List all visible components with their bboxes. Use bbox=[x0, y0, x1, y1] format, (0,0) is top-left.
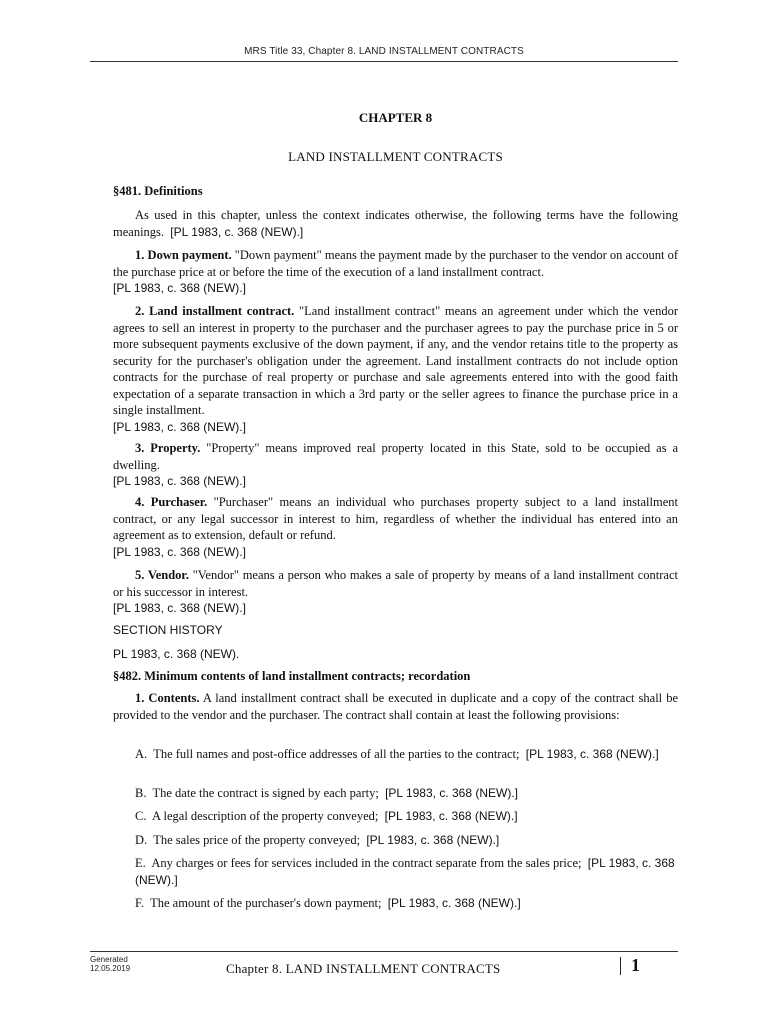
section-482-heading: §482. Minimum contents of land installment contracts; recordation bbox=[113, 669, 471, 683]
definition-land-installment-contract bbox=[113, 303, 678, 435]
item-letter: E. bbox=[135, 856, 146, 870]
list-item bbox=[135, 746, 678, 763]
definition-text: "Down payment" means the payment made by the purchaser to the vendor on account of the purchase price at or before the time of the execution of a land installment contract. bbox=[113, 248, 678, 279]
footer-chapter-title: Chapter 8. LAND INSTALLMENT CONTRACTS bbox=[226, 961, 501, 976]
item-ref: [PL 1983, c. 368 (NEW).] bbox=[366, 833, 500, 847]
definition-text: "Vendor" means a person who makes a sale of property by means of a land installment contract or his successor in interest. bbox=[113, 568, 678, 599]
definition-down-payment bbox=[113, 247, 678, 297]
definition-term: 5. Vendor. bbox=[135, 568, 189, 582]
item-text: The amount of the purchaser's down payment; bbox=[150, 896, 382, 910]
subsection-text: A land installment contract shall be executed in duplicate and a copy of the contract shall be provided to the vendor and the purchaser. The contract shall contain at least the following provisions: bbox=[113, 691, 679, 722]
intro-ref: [PL 1983, c. 368 (NEW).] bbox=[170, 224, 304, 239]
chapter-title: CHAPTER 8 bbox=[358, 110, 433, 125]
section-history-text: PL 1983, c. 368 (NEW). bbox=[113, 647, 240, 661]
item-letter: A. bbox=[135, 747, 148, 761]
item-ref: [PL 1983, c. 368 (NEW).] bbox=[387, 896, 521, 910]
item-text: Any charges or fees for services included in the contract separate from the sales price; bbox=[151, 856, 582, 870]
subsection-term: 1. Contents. bbox=[135, 691, 200, 705]
subsection-contents bbox=[113, 690, 678, 723]
list-item bbox=[135, 895, 678, 912]
footer-generated bbox=[90, 955, 130, 973]
page-number: 1 bbox=[631, 955, 640, 975]
definition-text: "Purchaser" means an individual who purchases property subject to a land installment contract, or any legal successor in interest to him, regardless of whether the individual has entered into an agreement as to extension, default or refund. bbox=[113, 495, 678, 542]
generated-date: 12.05.2019 bbox=[90, 964, 131, 973]
chapter-subtitle: LAND INSTALLMENT CONTRACTS bbox=[288, 149, 503, 164]
definition-ref: [PL 1983, c. 368 (NEW).] bbox=[113, 544, 246, 559]
footer-rule bbox=[90, 951, 678, 952]
definition-ref: [PL 1983, c. 368 (NEW).] bbox=[113, 419, 246, 434]
item-ref: [PL 1983, c. 368 (NEW).] bbox=[525, 747, 659, 761]
item-text: The full names and post-office addresses of all the parties to the contract; bbox=[153, 747, 520, 761]
item-letter: F. bbox=[135, 896, 145, 910]
definition-vendor bbox=[113, 567, 678, 617]
intro-text: As used in this chapter, unless the context indicates otherwise, the following terms have the following meanings. bbox=[113, 208, 678, 239]
list-item bbox=[135, 785, 678, 802]
item-text: The sales price of the property conveyed; bbox=[153, 833, 361, 847]
item-ref: [PL 1983, c. 368 (NEW).] bbox=[384, 809, 518, 823]
definition-term: 3. Property. bbox=[135, 441, 201, 455]
definition-property bbox=[113, 440, 678, 490]
definition-ref: [PL 1983, c. 368 (NEW).] bbox=[113, 474, 246, 488]
definition-term: 1. Down payment. bbox=[135, 248, 232, 262]
running-header: MRS Title 33, Chapter 8. LAND INSTALLMENT CONTRACTS bbox=[244, 46, 524, 57]
header-rule bbox=[90, 61, 678, 62]
item-text: The date the contract is signed by each party; bbox=[152, 786, 379, 800]
footer-divider bbox=[620, 957, 621, 975]
item-text: A legal description of the property conveyed; bbox=[152, 809, 379, 823]
definition-text: "Land installment contract" means an agreement under which the vendor agrees to sell an interest in property to the purchaser and the purchaser agrees to pay the purchase price in 5 or more subsequent payments exclusive of the down payment, if any, and the vendor retains title to the property as security for the purchaser's obligation under the agreement. Land installment contracts do not include option contracts for the purchase of real property or purchase and sale agreements entered into with the good faith expectation of a separate transaction in which a 3rd party or the seller agrees to finance the purchase price in a single installment. bbox=[113, 304, 679, 417]
definition-text: "Property" means improved real property located in this State, sold to be occupied as a dwelling. bbox=[113, 441, 679, 472]
definition-ref: [PL 1983, c. 368 (NEW).] bbox=[113, 281, 246, 295]
definition-purchaser bbox=[113, 494, 678, 560]
item-letter: C. bbox=[135, 809, 147, 823]
definition-ref: [PL 1983, c. 368 (NEW).] bbox=[113, 601, 246, 615]
section-481-intro bbox=[113, 207, 678, 240]
list-item bbox=[135, 832, 678, 849]
section-481-heading: §481. Definitions bbox=[113, 184, 203, 198]
item-ref: [PL 1983, c. 368 (NEW).] bbox=[135, 856, 675, 887]
definition-term: 2. Land installment contract. bbox=[135, 304, 295, 318]
list-item bbox=[135, 808, 678, 825]
section-history-label: SECTION HISTORY bbox=[113, 623, 223, 637]
item-letter: D. bbox=[135, 833, 148, 847]
item-letter: B. bbox=[135, 786, 147, 800]
generated-label: Generated bbox=[90, 955, 128, 964]
item-ref: [PL 1983, c. 368 (NEW).] bbox=[385, 786, 519, 800]
definition-term: 4. Purchaser. bbox=[135, 495, 208, 509]
list-item bbox=[135, 855, 678, 888]
